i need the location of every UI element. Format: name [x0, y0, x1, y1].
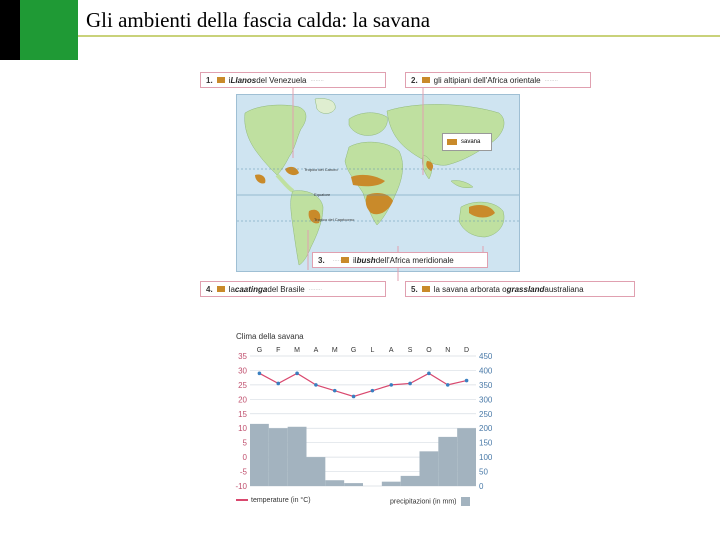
precipitation-bar	[288, 427, 307, 486]
precipitation-tick: 50	[479, 467, 488, 477]
precipitation-bar	[269, 428, 288, 486]
map-label-2-number: 2.	[411, 75, 418, 85]
temperature-point	[276, 382, 280, 386]
temperature-tick: 10	[238, 424, 247, 434]
tropic-capricorn-label: Tropico del Capricorno	[314, 217, 355, 222]
month-label: F	[276, 347, 281, 354]
precipitation-bar	[307, 457, 326, 486]
legend-label: savana	[461, 139, 481, 145]
precipitation-tick: 350	[479, 380, 493, 390]
map-label-3-dots: .....	[332, 257, 342, 263]
temperature-tick: 15	[238, 409, 247, 419]
map-label-5-em: grassland	[506, 284, 545, 294]
month-label: N	[445, 347, 451, 354]
map-label-2	[405, 72, 591, 88]
tropic-cancer-label: Tropico del Cancro	[304, 167, 338, 172]
temperature-point	[333, 389, 337, 393]
precipitation-bar	[344, 483, 363, 486]
precipitation-bar	[250, 424, 269, 486]
temperature-legend-label: temperature (in °C)	[251, 497, 311, 504]
map-label-3-swatch	[341, 257, 349, 263]
map-label-5-number: 5.	[411, 284, 418, 294]
precipitation-bar	[382, 482, 401, 486]
map-label-1-dots: ........	[310, 77, 324, 83]
precipitation-bar	[438, 437, 457, 486]
map-label-5-swatch	[422, 286, 430, 292]
temperature-point	[389, 383, 393, 387]
precipitation-legend	[390, 497, 470, 506]
temperature-tick: -10	[235, 482, 247, 491]
month-label: D	[464, 347, 470, 354]
temperature-tick: 35	[238, 352, 247, 361]
map-label-3-pre: il	[353, 255, 357, 265]
map-label-5-post: australiana	[544, 284, 584, 294]
temperature-point	[352, 395, 356, 399]
month-label: O	[426, 347, 432, 354]
temperature-legend	[236, 497, 311, 504]
temperature-tick: 0	[242, 453, 247, 463]
month-label: L	[370, 347, 375, 354]
month-label: G	[256, 347, 263, 354]
precipitation-bar	[325, 480, 344, 486]
precipitation-tick: 300	[479, 395, 493, 405]
temperature-point	[408, 382, 412, 386]
month-label: A	[313, 347, 319, 354]
precipitation-tick: 0	[479, 482, 484, 491]
temperature-tick: 30	[238, 366, 247, 376]
temperature-tick: 5	[242, 438, 247, 448]
map-label-4-swatch	[217, 286, 225, 292]
map-label-3	[312, 252, 488, 268]
precipitation-bar	[401, 476, 420, 486]
map-label-4-dots: ........	[308, 286, 323, 292]
map-label-5	[405, 281, 635, 297]
map-label-2-dots: ........	[544, 77, 558, 83]
map-label-1-swatch	[217, 77, 225, 83]
map-label-4-em: caatinga	[234, 284, 268, 294]
month-label: M	[331, 347, 338, 354]
map-label-2-swatch	[422, 77, 430, 83]
month-label: S	[407, 347, 413, 354]
map-label-4	[200, 281, 386, 297]
precipitation-bar	[420, 451, 439, 486]
temperature-point	[427, 372, 431, 376]
map-label-3-post: dell'Africa meridionale	[375, 255, 454, 265]
equator-label: Equatore	[314, 192, 331, 197]
temperature-point	[314, 383, 318, 387]
map-label-1-number: 1.	[206, 75, 213, 85]
precipitation-tick: 250	[479, 409, 493, 419]
month-label: A	[388, 347, 394, 354]
precipitation-tick: 200	[479, 424, 493, 434]
slide-title: Gli ambienti della fascia calda: la savana	[86, 8, 431, 32]
map-label-1-post: del Venezuela	[256, 75, 307, 85]
precipitation-tick: 150	[479, 438, 493, 448]
temperature-point	[258, 372, 262, 376]
map-label-4-number: 4.	[206, 284, 213, 294]
map-label-3-number: 3.	[318, 255, 325, 265]
temperature-tick: 25	[238, 380, 247, 390]
map-label-1-pre: i	[228, 75, 231, 85]
month-label: M	[294, 347, 301, 354]
map-label-4-post: del Brasile	[267, 284, 305, 294]
chart-title: Clima della savana	[236, 332, 304, 341]
map-label-1	[200, 72, 386, 88]
temperature-legend-swatch	[236, 499, 248, 501]
precipitation-legend-label: precipitazioni (in mm)	[390, 498, 457, 506]
temperature-tick: -5	[239, 467, 247, 477]
temperature-point	[371, 389, 375, 393]
map-label-4-pre: la	[228, 284, 235, 294]
climate-chart	[230, 342, 500, 492]
temperature-point	[446, 383, 450, 387]
map-label-5-pre: la savana arborata o	[433, 284, 507, 294]
temperature-tick: 20	[238, 395, 247, 405]
precipitation-legend-swatch	[461, 497, 470, 506]
precipitation-tick: 100	[479, 453, 493, 463]
map-label-3-em: bush	[356, 255, 376, 265]
temperature-point	[295, 372, 299, 376]
map-label-2-pre: gli altipiani dell'Africa orientale	[433, 75, 541, 85]
month-label: G	[350, 347, 357, 354]
precipitation-tick: 450	[479, 352, 493, 361]
precipitation-tick: 400	[479, 366, 493, 376]
precipitation-bar	[457, 428, 476, 486]
temperature-point	[465, 379, 469, 383]
map-label-1-em: Llanos	[230, 75, 257, 85]
